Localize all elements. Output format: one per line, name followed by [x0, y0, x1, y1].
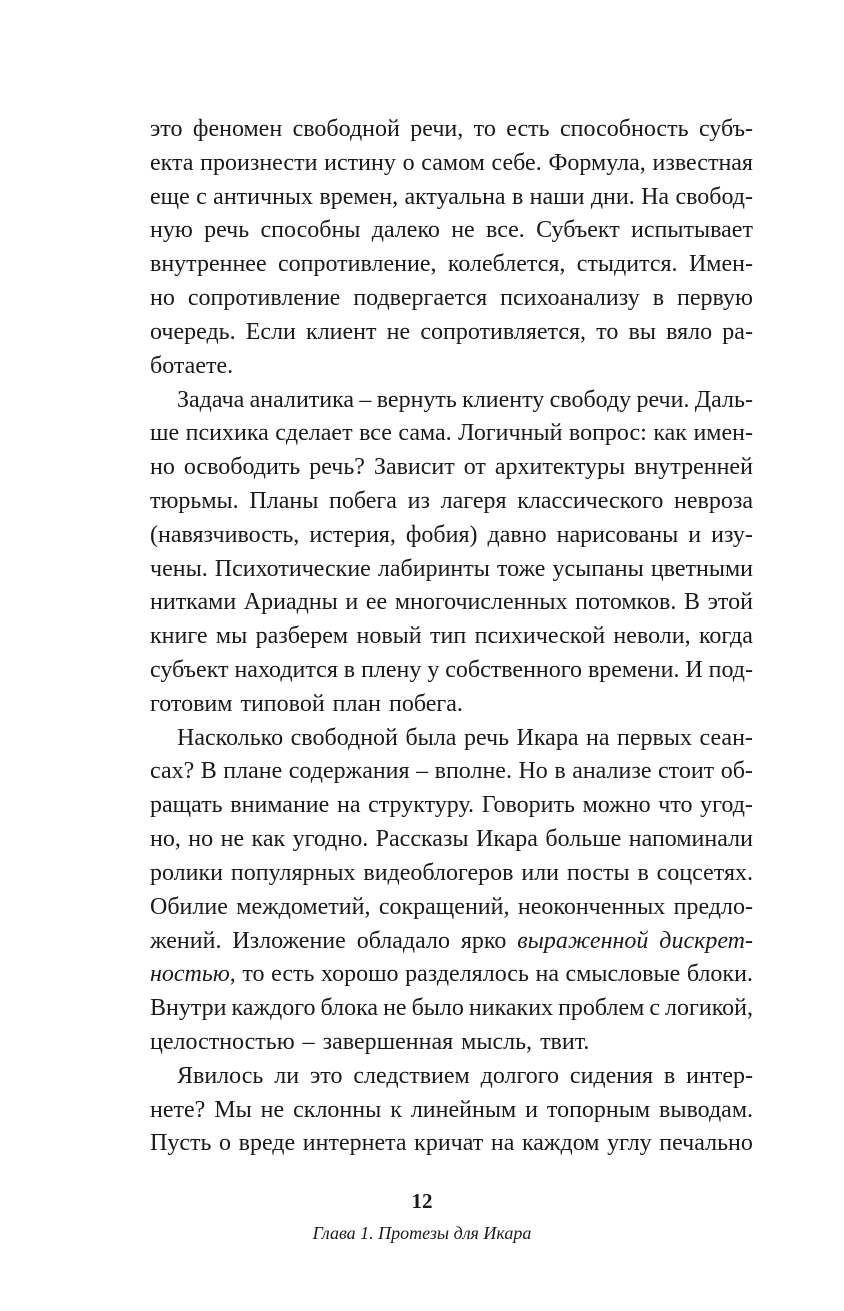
text-line: ную речь способны далеко не все. Субъект испытывает: [150, 217, 753, 244]
text-line: чены. Психотические лабиринты тоже усыпаны цветными: [150, 555, 753, 582]
body-text: [150, 113, 753, 1161]
text-line: субъект находится в плену у собственного времени. И под-: [150, 657, 753, 683]
text-line: Явилось ли это следствием долгого сидения в интер-: [177, 1062, 753, 1089]
text-line: ращать внимание на структуру. Говорить можно что угод-: [150, 792, 753, 819]
text-line: нете? Мы не склонны к линейным и топорным выводам.: [150, 1096, 753, 1123]
text-line: Задача аналитика – вернуть клиенту свободу речи. Даль-: [177, 386, 753, 413]
text-line: (навязчивость, истерия, фобия) давно нарисованы и изу-: [150, 521, 753, 548]
text-line: Обилие междометий, сокращений, неоконченных предло-: [150, 893, 753, 920]
text-line: ботаете.: [150, 352, 234, 379]
text-line: готовим типовой план побега.: [150, 690, 463, 717]
text-line: книге мы разберем новый тип психической неволи, когда: [150, 623, 753, 650]
text-line: но освободить речь? Зависит от архитектуры внутренней: [150, 454, 753, 481]
text-line: но, но не как угодно. Рассказы Икара больше напоминали: [150, 826, 753, 853]
text-line: ше психика сделает все сама. Логичный вопрос: как имен-: [150, 420, 753, 447]
text-line: Насколько свободной была речь Икара на первых сеан-: [177, 724, 753, 751]
text-line: целостностью – завершенная мысль, твит.: [150, 1028, 590, 1055]
text-line: но сопротивление подвергается психоанализу в первую: [150, 285, 753, 312]
text-line: ностью, то есть хорошо разделялось на смысловые блоки.: [150, 961, 753, 988]
page-number: 12: [411, 1189, 433, 1213]
text-line: это феномен свободной речи, то есть способность субъ-: [150, 116, 753, 142]
text-line: нитками Ариадны и ее многочисленных потомков. В этой: [150, 589, 753, 616]
text-line: Внутри каждого блока не было никаких проблем с логикой,: [150, 995, 753, 1022]
running-footer: Глава 1. Протезы для Икара: [312, 1223, 532, 1243]
text-line: внутреннее сопротивление, колеблется, стыдится. Имен-: [150, 251, 753, 278]
text-line: сах? В плане содержания – вполне. Но в анализе стоит об-: [150, 758, 753, 785]
text-line: тюрьмы. Планы побега из лагеря классического невроза: [150, 487, 753, 514]
text-line: очередь. Если клиент не сопротивляется, то вы вяло ра-: [150, 318, 753, 345]
text-line: ролики популярных видеоблогеров или посты в соцсетях.: [150, 859, 753, 886]
text-line: Пусть о вреде интернета кричат на каждом углу печально: [150, 1130, 753, 1157]
text-line: екта произнести истину о самом себе. Формула, известная: [150, 149, 753, 176]
text-line: еще с античных времен, актуальна в наши дни. На свобод-: [150, 183, 753, 210]
text-line: жений. Изложение обладало ярко выраженной дискрет-: [150, 927, 753, 954]
